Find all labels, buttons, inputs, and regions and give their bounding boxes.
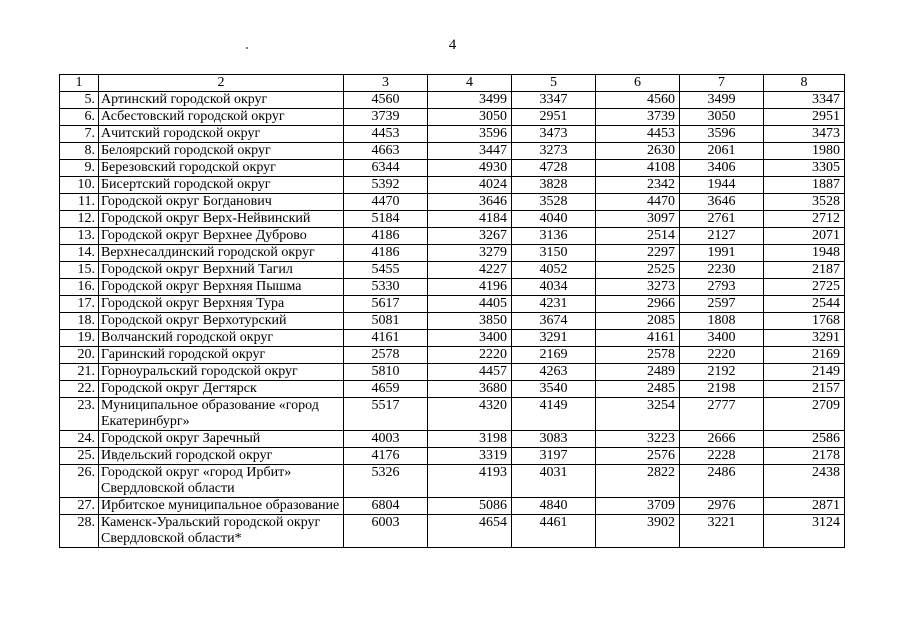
table-body: [60, 75, 845, 548]
value-cell: 2514: [596, 228, 680, 245]
value-cell: 2149: [764, 364, 845, 381]
row-number-cell: 14.: [60, 245, 99, 262]
value-cell: 3267: [428, 228, 512, 245]
value-cell: 4003: [344, 431, 428, 448]
row-number-cell: 9.: [60, 160, 99, 177]
value-cell: 5517: [344, 398, 428, 431]
value-cell: 2169: [764, 347, 845, 364]
value-cell: 2871: [764, 498, 845, 515]
value-cell: 2085: [596, 313, 680, 330]
table-row: [60, 177, 845, 194]
header-cell: 4: [428, 75, 512, 92]
table-row: [60, 296, 845, 313]
value-cell: 2578: [344, 347, 428, 364]
value-cell: 3473: [764, 126, 845, 143]
value-cell: 4186: [344, 245, 428, 262]
municipality-name-cell: Ирбитское муниципальное образование: [99, 498, 344, 515]
value-cell: 2951: [764, 109, 845, 126]
table-row: [60, 330, 845, 347]
page-number: 4: [448, 37, 457, 53]
value-cell: 2220: [428, 347, 512, 364]
municipality-name-cell: Городской округ Верхняя Тура: [99, 296, 344, 313]
value-cell: 2157: [764, 381, 845, 398]
table-row: [60, 398, 845, 431]
value-cell: 4040: [512, 211, 596, 228]
value-cell: 4024: [428, 177, 512, 194]
municipality-name-cell: Городской округ Верхотурский: [99, 313, 344, 330]
value-cell: 4227: [428, 262, 512, 279]
value-cell: 3083: [512, 431, 596, 448]
value-cell: 3406: [680, 160, 764, 177]
value-cell: 2597: [680, 296, 764, 313]
value-cell: 3221: [680, 515, 764, 548]
municipality-name-cell: Муниципальное образование «город Екатеринбург»: [99, 398, 344, 431]
value-cell: 3709: [596, 498, 680, 515]
value-cell: 5086: [428, 498, 512, 515]
value-cell: 3291: [764, 330, 845, 347]
table-row: [60, 160, 845, 177]
value-cell: 5617: [344, 296, 428, 313]
value-cell: 2061: [680, 143, 764, 160]
value-cell: 2525: [596, 262, 680, 279]
value-cell: 2712: [764, 211, 845, 228]
value-cell: 3540: [512, 381, 596, 398]
row-number-cell: 27.: [60, 498, 99, 515]
table-row: [60, 431, 845, 448]
value-cell: 4470: [596, 194, 680, 211]
row-number-cell: 24.: [60, 431, 99, 448]
value-cell: 3198: [428, 431, 512, 448]
municipality-name-cell: Городской округ Верх-Нейвинский: [99, 211, 344, 228]
value-cell: 2777: [680, 398, 764, 431]
value-cell: 3680: [428, 381, 512, 398]
row-number-cell: 13.: [60, 228, 99, 245]
value-cell: 3319: [428, 448, 512, 465]
value-cell: 1887: [764, 177, 845, 194]
value-cell: 4161: [596, 330, 680, 347]
value-cell: 3124: [764, 515, 845, 548]
value-cell: 2586: [764, 431, 845, 448]
value-cell: 4659: [344, 381, 428, 398]
row-number-cell: 15.: [60, 262, 99, 279]
value-cell: 3279: [428, 245, 512, 262]
row-number-cell: 18.: [60, 313, 99, 330]
value-cell: 3223: [596, 431, 680, 448]
value-cell: 2630: [596, 143, 680, 160]
value-cell: 1980: [764, 143, 845, 160]
value-cell: 4470: [344, 194, 428, 211]
value-cell: 3596: [680, 126, 764, 143]
table-row: [60, 109, 845, 126]
row-number-cell: 12.: [60, 211, 99, 228]
value-cell: 2578: [596, 347, 680, 364]
header-cell: 6: [596, 75, 680, 92]
value-cell: 3254: [596, 398, 680, 431]
table-row: [60, 465, 845, 498]
header-cell: 1: [60, 75, 99, 92]
value-cell: 4149: [512, 398, 596, 431]
row-number-cell: 26.: [60, 465, 99, 498]
scan-speck: [246, 47, 248, 49]
value-cell: 4196: [428, 279, 512, 296]
header-row: [60, 75, 845, 92]
value-cell: 3197: [512, 448, 596, 465]
value-cell: 4457: [428, 364, 512, 381]
value-cell: 4560: [596, 92, 680, 109]
value-cell: 2486: [680, 465, 764, 498]
value-cell: 4560: [344, 92, 428, 109]
value-cell: 3400: [428, 330, 512, 347]
value-cell: 2966: [596, 296, 680, 313]
table-row: [60, 381, 845, 398]
value-cell: 1948: [764, 245, 845, 262]
row-number-cell: 8.: [60, 143, 99, 160]
value-cell: 2071: [764, 228, 845, 245]
value-cell: 3291: [512, 330, 596, 347]
table-row: [60, 347, 845, 364]
row-number-cell: 20.: [60, 347, 99, 364]
header-cell: 7: [680, 75, 764, 92]
value-cell: 5326: [344, 465, 428, 498]
table-row: [60, 126, 845, 143]
value-cell: 4728: [512, 160, 596, 177]
table-row: [60, 143, 845, 160]
table-row: [60, 364, 845, 381]
value-cell: 2822: [596, 465, 680, 498]
municipality-name-cell: Асбестовский городской округ: [99, 109, 344, 126]
value-cell: 4461: [512, 515, 596, 548]
value-cell: 3739: [596, 109, 680, 126]
value-cell: 3646: [680, 194, 764, 211]
value-cell: 4405: [428, 296, 512, 313]
value-cell: 4052: [512, 262, 596, 279]
value-cell: 3400: [680, 330, 764, 347]
value-cell: 4654: [428, 515, 512, 548]
value-cell: 4186: [344, 228, 428, 245]
value-cell: 2725: [764, 279, 845, 296]
value-cell: 4663: [344, 143, 428, 160]
header-cell: 5: [512, 75, 596, 92]
value-cell: 1944: [680, 177, 764, 194]
value-cell: 3902: [596, 515, 680, 548]
row-number-cell: 28.: [60, 515, 99, 548]
value-cell: 4453: [344, 126, 428, 143]
municipality-name-cell: Волчанский городской округ: [99, 330, 344, 347]
value-cell: 4231: [512, 296, 596, 313]
municipality-name-cell: Городской округ «город Ирбит» Свердловской области: [99, 465, 344, 498]
value-cell: 2187: [764, 262, 845, 279]
value-cell: 2793: [680, 279, 764, 296]
value-cell: 2342: [596, 177, 680, 194]
municipality-name-cell: Верхнесалдинский городской округ: [99, 245, 344, 262]
value-cell: 2544: [764, 296, 845, 313]
value-cell: 5392: [344, 177, 428, 194]
value-cell: 1991: [680, 245, 764, 262]
header-cell: 8: [764, 75, 845, 92]
value-cell: 2576: [596, 448, 680, 465]
value-cell: 3150: [512, 245, 596, 262]
row-number-cell: 25.: [60, 448, 99, 465]
value-cell: 3850: [428, 313, 512, 330]
table-row: [60, 262, 845, 279]
value-cell: 4840: [512, 498, 596, 515]
municipality-name-cell: Городской округ Верхняя Пышма: [99, 279, 344, 296]
row-number-cell: 11.: [60, 194, 99, 211]
value-cell: 2228: [680, 448, 764, 465]
value-cell: 6344: [344, 160, 428, 177]
value-cell: 6003: [344, 515, 428, 548]
value-cell: 4108: [596, 160, 680, 177]
value-cell: 4930: [428, 160, 512, 177]
value-cell: 4176: [344, 448, 428, 465]
value-cell: 2297: [596, 245, 680, 262]
municipality-name-cell: Городской округ Богданович: [99, 194, 344, 211]
row-number-cell: 23.: [60, 398, 99, 431]
municipality-name-cell: Ачитский городской округ: [99, 126, 344, 143]
row-number-cell: 7.: [60, 126, 99, 143]
value-cell: 3528: [764, 194, 845, 211]
municipality-name-cell: Артинский городской округ: [99, 92, 344, 109]
value-cell: 3499: [428, 92, 512, 109]
table-row: [60, 448, 845, 465]
value-cell: 3447: [428, 143, 512, 160]
table-row: [60, 279, 845, 296]
table-row: [60, 211, 845, 228]
value-cell: 4320: [428, 398, 512, 431]
value-cell: 2192: [680, 364, 764, 381]
data-table: [59, 74, 845, 548]
value-cell: 4263: [512, 364, 596, 381]
municipality-name-cell: Городской округ Верхнее Дуброво: [99, 228, 344, 245]
table-row: [60, 194, 845, 211]
row-number-cell: 10.: [60, 177, 99, 194]
value-cell: 3646: [428, 194, 512, 211]
value-cell: 1768: [764, 313, 845, 330]
value-cell: 3273: [512, 143, 596, 160]
municipality-name-cell: Каменск-Уральский городской округ Свердловской области*: [99, 515, 344, 548]
municipality-name-cell: Березовский городской округ: [99, 160, 344, 177]
value-cell: 3674: [512, 313, 596, 330]
table-row: [60, 313, 845, 330]
value-cell: 4193: [428, 465, 512, 498]
value-cell: 2976: [680, 498, 764, 515]
row-number-cell: 6.: [60, 109, 99, 126]
value-cell: 3050: [428, 109, 512, 126]
value-cell: 3528: [512, 194, 596, 211]
value-cell: 1808: [680, 313, 764, 330]
value-cell: 3097: [596, 211, 680, 228]
value-cell: 5330: [344, 279, 428, 296]
municipality-name-cell: Ивдельский городской округ: [99, 448, 344, 465]
value-cell: 5455: [344, 262, 428, 279]
municipality-name-cell: Городской округ Дегтярск: [99, 381, 344, 398]
value-cell: 3499: [680, 92, 764, 109]
value-cell: 2666: [680, 431, 764, 448]
value-cell: 2127: [680, 228, 764, 245]
municipality-name-cell: Белоярский городской округ: [99, 143, 344, 160]
value-cell: 3828: [512, 177, 596, 194]
table-row: [60, 515, 845, 548]
table-row: [60, 498, 845, 515]
value-cell: 4031: [512, 465, 596, 498]
value-cell: 5081: [344, 313, 428, 330]
municipality-name-cell: Городской округ Заречный: [99, 431, 344, 448]
value-cell: 2438: [764, 465, 845, 498]
value-cell: 2489: [596, 364, 680, 381]
municipality-name-cell: Горноуральский городской округ: [99, 364, 344, 381]
value-cell: 2220: [680, 347, 764, 364]
value-cell: 2709: [764, 398, 845, 431]
value-cell: 5810: [344, 364, 428, 381]
value-cell: 2761: [680, 211, 764, 228]
header-cell: 2: [99, 75, 344, 92]
municipality-name-cell: Городской округ Верхний Тагил: [99, 262, 344, 279]
value-cell: 4034: [512, 279, 596, 296]
value-cell: 3305: [764, 160, 845, 177]
table-row: [60, 245, 845, 262]
row-number-cell: 22.: [60, 381, 99, 398]
table-row: [60, 92, 845, 109]
value-cell: 5184: [344, 211, 428, 228]
value-cell: 4184: [428, 211, 512, 228]
value-cell: 3347: [512, 92, 596, 109]
row-number-cell: 21.: [60, 364, 99, 381]
value-cell: 3050: [680, 109, 764, 126]
value-cell: 2230: [680, 262, 764, 279]
value-cell: 3347: [764, 92, 845, 109]
value-cell: 3473: [512, 126, 596, 143]
municipality-name-cell: Бисертский городской округ: [99, 177, 344, 194]
value-cell: 2169: [512, 347, 596, 364]
value-cell: 3596: [428, 126, 512, 143]
value-cell: 4161: [344, 330, 428, 347]
row-number-cell: 5.: [60, 92, 99, 109]
value-cell: 6804: [344, 498, 428, 515]
value-cell: 4453: [596, 126, 680, 143]
row-number-cell: 19.: [60, 330, 99, 347]
table-row: [60, 228, 845, 245]
value-cell: 2951: [512, 109, 596, 126]
value-cell: 3136: [512, 228, 596, 245]
value-cell: 3739: [344, 109, 428, 126]
value-cell: 2178: [764, 448, 845, 465]
row-number-cell: 16.: [60, 279, 99, 296]
header-cell: 3: [344, 75, 428, 92]
value-cell: 3273: [596, 279, 680, 296]
row-number-cell: 17.: [60, 296, 99, 313]
value-cell: 2485: [596, 381, 680, 398]
municipality-name-cell: Гаринский городской округ: [99, 347, 344, 364]
value-cell: 2198: [680, 381, 764, 398]
